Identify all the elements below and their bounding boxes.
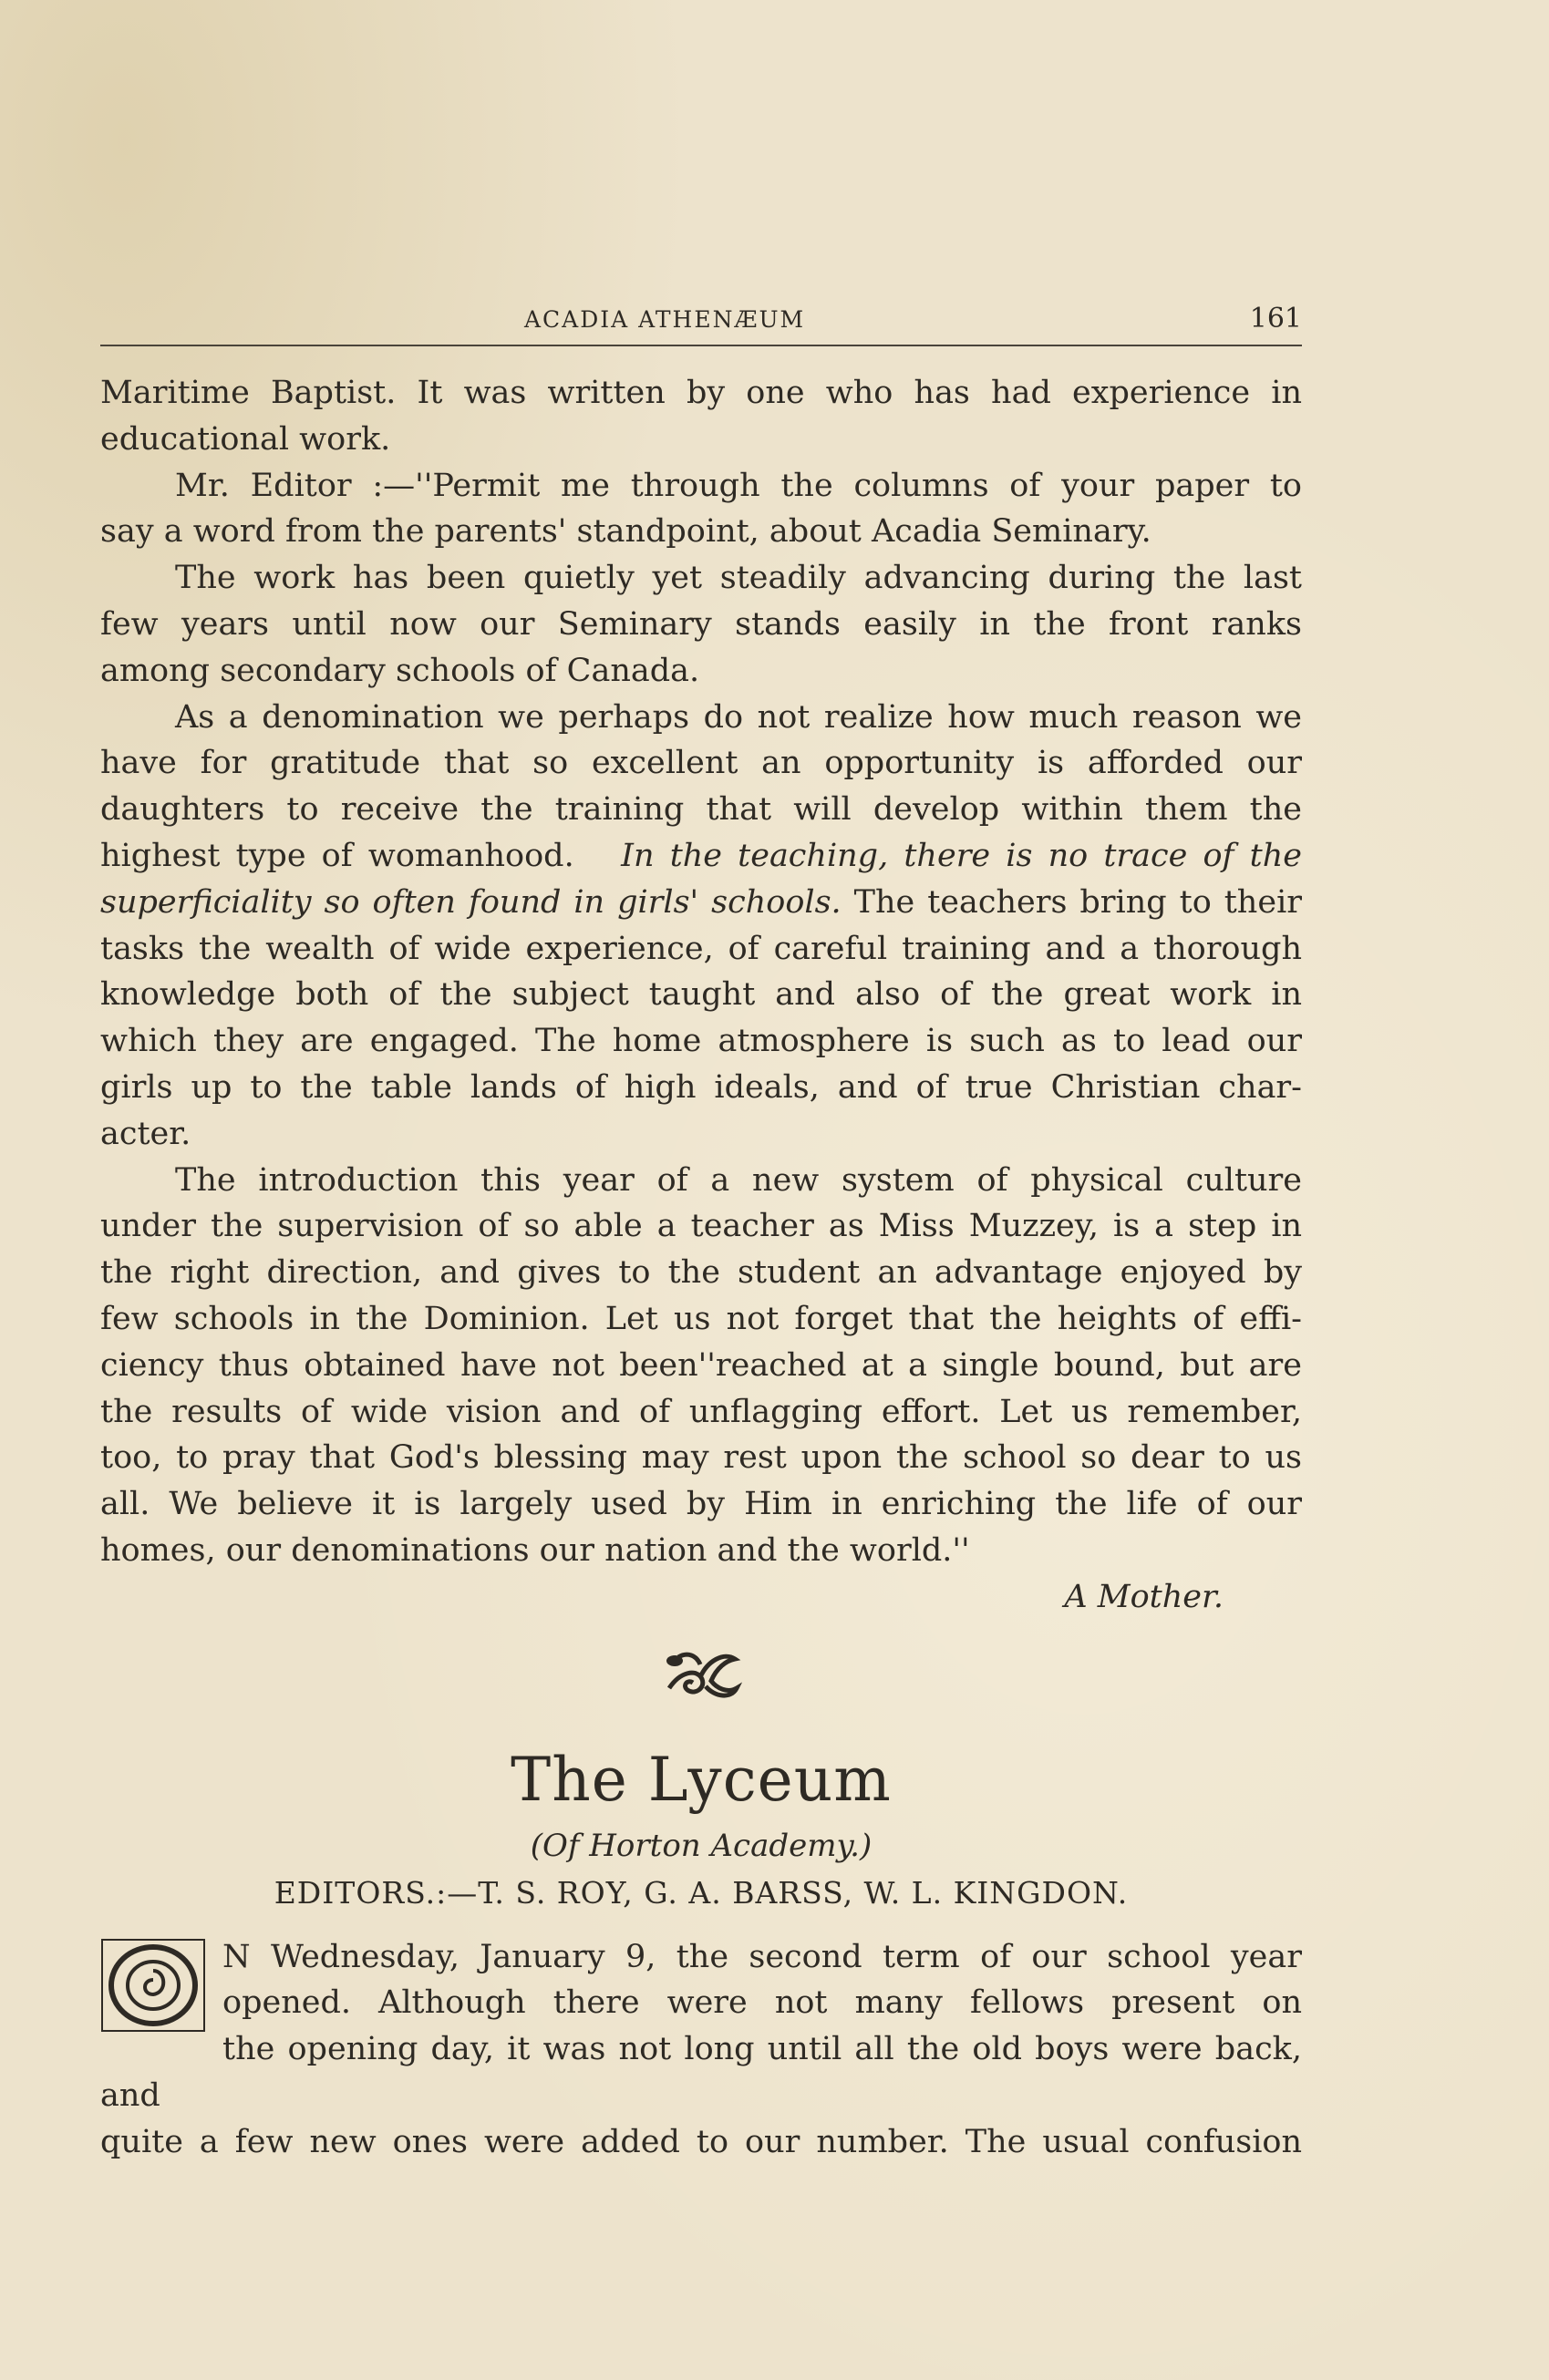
text-line: tasks the wealth of wide experience, of careful training and a thorough bbox=[100, 930, 1302, 967]
text-line: knowledge both of the subject taught and also of the great work in bbox=[100, 976, 1302, 1014]
text-line: the opening day, it was not long until all the old boys were back, and bbox=[100, 2031, 1302, 2114]
running-title: ACADIA ATHENÆUM bbox=[524, 306, 806, 333]
header-rule bbox=[100, 345, 1302, 346]
text-line: As a denomination we perhaps do not realize how much reason we bbox=[175, 698, 1302, 736]
text-line: Maritime Baptist. It was written by one who has had experience in bbox=[100, 375, 1302, 411]
page-number: 161 bbox=[1249, 303, 1302, 335]
letter-paragraph-3 bbox=[100, 695, 1302, 1158]
text-line: daughters to receive the training that will develop within them the bbox=[100, 791, 1302, 829]
italic-segment: superficiality so often found in girls' schools. bbox=[100, 883, 842, 921]
text-line bbox=[100, 880, 1302, 926]
text-line: have for gratitude that so excellent an opportunity is afforded our bbox=[100, 745, 1302, 782]
ornamental-o-dropcap-icon bbox=[100, 1938, 206, 2033]
letter-paragraph-2 bbox=[100, 555, 1302, 694]
text-line: opened. Although there were not many fellows present on bbox=[222, 1984, 1302, 2022]
text-line: which they are engaged. The home atmosphere is such as to lead our bbox=[100, 1023, 1302, 1060]
text-line: The work has been quietly yet steadily advancing during the last bbox=[175, 560, 1302, 597]
text-line: girls up to the table lands of high ideals, and of true Christian char- bbox=[100, 1068, 1302, 1106]
text-line bbox=[100, 833, 1302, 880]
text-line: acter. bbox=[100, 1115, 191, 1152]
text-line: few schools in the Dominion. Let us not forget that the heights of effi- bbox=[100, 1300, 1302, 1337]
lyceum-body bbox=[100, 1934, 1302, 2166]
signature: A Mother. bbox=[1064, 1578, 1224, 1615]
letter-paragraph-4 bbox=[100, 1158, 1302, 1574]
text-line: The introduction this year of a new system of physical culture bbox=[175, 1161, 1302, 1199]
section-title: The Lyceum bbox=[511, 1744, 892, 1815]
text-line: quite a few new ones were added to our number. The usual confusion bbox=[100, 2123, 1302, 2160]
italic-segment: In the teaching, there is no trace of the bbox=[621, 837, 1302, 874]
letter-intro bbox=[100, 370, 1302, 463]
text-line: educational work. bbox=[100, 420, 391, 458]
text-line: under the supervision of so able a teacher as Miss Muzzey, is a step in bbox=[100, 1208, 1302, 1245]
text-segment: highest type of womanhood. bbox=[100, 837, 574, 874]
text-line: few years until now our Seminary stands easily in the front ranks bbox=[100, 605, 1302, 643]
text-line: homes, our denominations our nation and the world.'' bbox=[100, 1531, 970, 1569]
page bbox=[100, 301, 1302, 2166]
text-line: N Wednesday, January 9, the second term of our school year bbox=[222, 1938, 1302, 1975]
text-segment: The teachers bring to their bbox=[853, 883, 1302, 921]
letter-paragraph-1 bbox=[100, 463, 1302, 556]
running-head bbox=[100, 301, 1302, 341]
text-line: ciency thus obtained have not been''reached at a single bound, but are bbox=[100, 1346, 1302, 1384]
fleuron-icon bbox=[100, 1641, 1302, 1714]
section-subtitle: (Of Horton Academy.) bbox=[530, 1827, 873, 1864]
editors-line: EDITORS.:—T. S. ROY, G. A. BARSS, W. L. KINGDON. bbox=[274, 1874, 1129, 1911]
letter-body bbox=[100, 370, 1302, 1621]
text-line: all. We believe it is largely used by Him in enriching the life of our bbox=[100, 1486, 1302, 1523]
text-line: Mr. Editor :—''Permit me through the columns of your paper to bbox=[175, 467, 1302, 504]
text-line: too, to pray that God's blessing may rest upon the school so dear to us bbox=[100, 1439, 1302, 1477]
text-line: the results of wide vision and of unflagging effort. Let us remember, bbox=[100, 1393, 1302, 1430]
text-line: the right direction, and gives to the student an advantage enjoyed by bbox=[100, 1254, 1302, 1292]
text-line: say a word from the parents' standpoint, about Acadia Seminary. bbox=[100, 513, 1151, 551]
text-line: among secondary schools of Canada. bbox=[100, 652, 700, 689]
